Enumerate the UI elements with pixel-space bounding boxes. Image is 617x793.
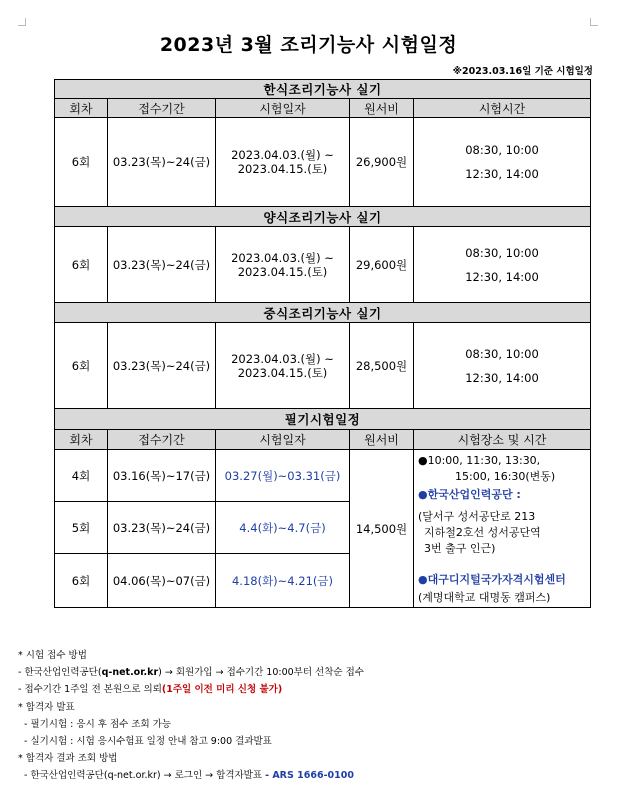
section-header-row — [55, 80, 591, 99]
date-start: 2023.04.03.(월) ~ — [231, 148, 334, 162]
note-heading: * 시험 접수 방법 — [18, 650, 87, 661]
col-header-fee: 원서비 — [350, 99, 414, 118]
exam-times: 15:00, 16:30(변동) — [455, 470, 556, 483]
col-header-place: 시험장소 및 시간 — [414, 430, 591, 450]
exam-times: ●10:00, 11:30, 13:30, — [418, 454, 541, 467]
section-title: 중식조리기능사 실기 — [55, 303, 591, 323]
time-cell — [414, 323, 591, 409]
warning-text: (1주일 이전 미리 신청 불가) — [161, 684, 283, 696]
fee-cell: 14,500원 — [350, 450, 414, 608]
ars-number: - ARS 1666-0100 — [265, 770, 354, 782]
date-end: 2023.04.15.(토) — [237, 264, 328, 279]
note-line: - 실기시험 : 시험 응시수험표 일정 안내 참고 9:00 결과발표 — [24, 736, 272, 748]
round-cell: 6회 — [55, 227, 108, 303]
table-row — [55, 323, 591, 409]
col-header-date: 시험일자 — [216, 99, 350, 118]
col-header-period: 접수기간 — [108, 99, 216, 118]
col-header-date: 시험일자 — [216, 430, 350, 450]
exam-center-name: ●한국산업인력공단 : — [418, 488, 521, 501]
col-header-period: 접수기간 — [108, 430, 216, 450]
col-header-round: 회차 — [55, 99, 108, 118]
note-line: - 필기시험 : 응시 후 점수 조회 가능 — [24, 718, 172, 730]
time-cell — [414, 227, 591, 303]
date-cell: 4.4(화)~4.7(금) — [216, 502, 350, 554]
column-header-row — [55, 99, 591, 118]
schedule-table — [54, 79, 591, 608]
date-cell — [216, 323, 350, 409]
exam-center-address: 지하철2호선 성서공단역 — [424, 526, 541, 539]
date-start: 2023.04.03.(월) ~ — [231, 351, 334, 366]
note-line: - 접수기간 1주일 전 본원으로 의뢰(1주일 이전 미리 신청 불가) — [18, 684, 283, 696]
round-cell: 6회 — [55, 118, 108, 207]
period-cell: 03.23(목)~24(금) — [108, 323, 216, 409]
section-title: 필기시험일정 — [55, 409, 591, 430]
section-title: 한식조리기능사 실기 — [55, 80, 591, 99]
round-cell: 4회 — [55, 450, 108, 502]
page-corner-mark-right — [590, 18, 598, 26]
date-cell — [216, 227, 350, 303]
fee-cell: 29,600원 — [350, 227, 414, 303]
date-cell: 03.27(월)~03.31(금) — [216, 450, 350, 502]
table-row — [55, 450, 591, 502]
exam-center-address: (달서구 성서공단로 213 — [418, 510, 536, 523]
round-cell: 6회 — [55, 554, 108, 608]
section-header-row — [55, 409, 591, 430]
date-end: 2023.04.15.(토) — [237, 162, 328, 176]
period-cell: 03.16(목)~17(금) — [108, 450, 216, 502]
time-slot: 08:30, 10:00 — [465, 245, 539, 260]
note-line: - 한국산업인력공단(q-net.or.kr) → 로그인 → 합격자발표 - ARS 1666-0100 — [24, 770, 354, 782]
note-line: - 한국산업인력공단(q-net.or.kr) → 회원가입 → 접수기간 10:00부터 선착순 접수 — [18, 667, 364, 679]
time-slot: 08:30, 10:00 — [465, 143, 539, 157]
table-row — [55, 118, 591, 207]
page-corner-mark-left — [18, 18, 26, 26]
date-end: 2023.04.15.(토) — [237, 365, 328, 380]
reference-date: ※2023.03.16일 기준 시험일정 — [452, 66, 593, 77]
time-slot: 12:30, 14:00 — [465, 167, 539, 181]
place-time-cell — [414, 450, 591, 608]
time-cell — [414, 118, 591, 207]
time-slot: 12:30, 14:00 — [465, 269, 539, 284]
period-cell: 03.23(목)~24(금) — [108, 118, 216, 207]
period-cell: 03.23(목)~24(금) — [108, 227, 216, 303]
date-start: 2023.04.03.(월) ~ — [231, 250, 334, 265]
notes-section — [18, 647, 364, 785]
fee-cell: 26,900원 — [350, 118, 414, 207]
period-cell: 04.06(목)~07(금) — [108, 554, 216, 608]
fee-cell: 28,500원 — [350, 323, 414, 409]
qnet-link-text: q-net.or.kr — [101, 667, 159, 679]
time-slot: 08:30, 10:00 — [465, 346, 539, 361]
col-header-time: 시험시간 — [414, 99, 591, 118]
page-title: 2023년 3월 조리기능사 시험일정 — [159, 34, 458, 56]
column-header-row — [55, 430, 591, 450]
round-cell: 6회 — [55, 323, 108, 409]
date-cell — [216, 118, 350, 207]
section-header-row — [55, 303, 591, 323]
section-title: 양식조리기능사 실기 — [55, 207, 591, 227]
col-header-round: 회차 — [55, 430, 108, 450]
round-cell: 5회 — [55, 502, 108, 554]
time-slot: 12:30, 14:00 — [465, 370, 539, 385]
table-row — [55, 227, 591, 303]
section-header-row — [55, 207, 591, 227]
col-header-fee: 원서비 — [350, 430, 414, 450]
exam-center-address: 3번 출구 인근) — [424, 542, 496, 555]
date-cell: 4.18(화)~4.21(금) — [216, 554, 350, 608]
note-heading: * 합격자 발표 — [18, 701, 75, 713]
period-cell: 03.23(목)~24(금) — [108, 502, 216, 554]
exam-center-name: ●대구디지털국가자격시험센터 — [418, 573, 566, 586]
note-heading: * 합격자 결과 조회 방법 — [18, 753, 118, 765]
exam-center-address: (계명대학교 대명동 캠퍼스) — [418, 591, 551, 604]
